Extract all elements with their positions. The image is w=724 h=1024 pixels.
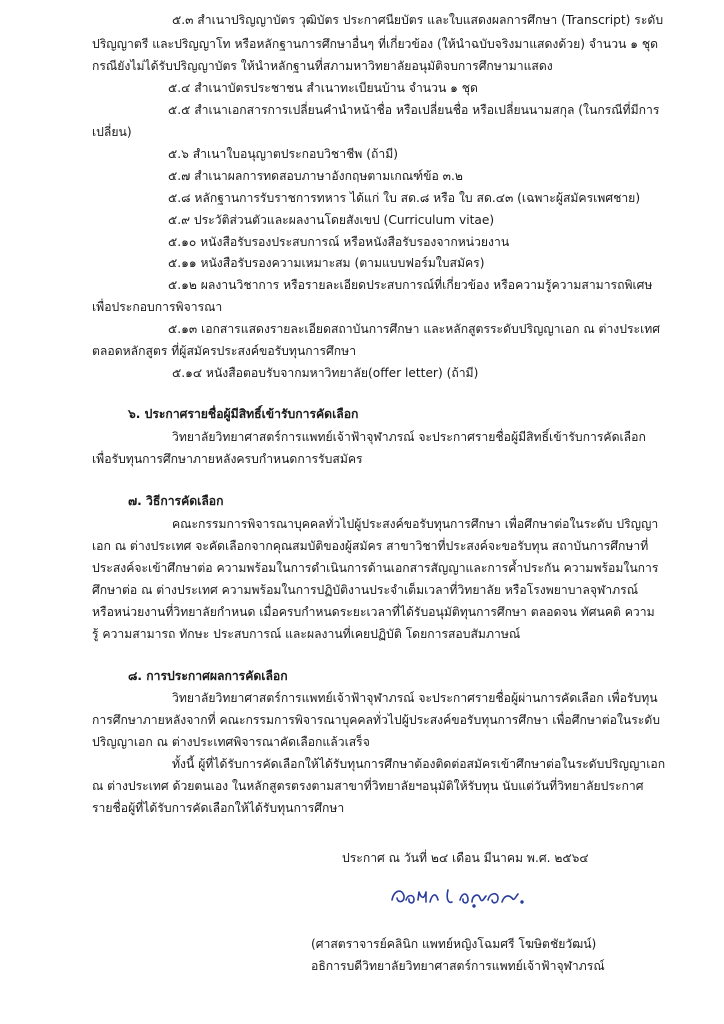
section-8-line6: รายชื่อผู้ที่ได้รับการคัดเลือกให้ได้รับทุนการศึกษา: [92, 801, 345, 815]
section-7-heading: ๗. วิธีการคัดเลือก: [128, 494, 224, 508]
section-7-line1: คณะกรรมการพิจารณาบุคคลทั่วไปผู้ประสงค์ขอรับทุนการศึกษา เพื่อศึกษาต่อในระดับ ปริญญา: [172, 517, 659, 531]
announcement-date: ประกาศ ณ วันที่ ๒๔ เดือน มีนาคม พ.ศ. ๒๕๖๔: [342, 851, 589, 865]
item-5-13-line2: ตลอดหลักสูตร ที่ผู้สมัครประสงค์ขอรับทุนการศึกษา: [92, 344, 357, 358]
item-5-10: ๕.๑๐ หนังสือรับรองประสบการณ์ หรือหนังสือรับรองจากหน่วยงาน: [168, 235, 510, 249]
handwritten-signature: [388, 878, 538, 912]
section-6-heading: ๖. ประกาศรายชื่อผู้มีสิทธิ์เข้ารับการคัดเลือก: [128, 407, 359, 421]
section-8-line5: ณ ต่างประเทศ ด้วยตนเอง ในหลักสูตรตรงตามสาขาที่วิทยาลัยฯอนุมัติให้รับทุน นับแต่วันที่วิทยาลัยประกาศ: [92, 779, 644, 793]
item-5-3-line2: ปริญญาตรี และปริญญาโท หรือหลักฐานการศึกษาอื่นๆ ที่เกี่ยวข้อง (ให้นำฉบับจริงมาแสดงด้วย) จำนวน ๑ ชุด: [92, 37, 659, 51]
item-5-14: ๕.๑๔ หนังสือตอบรับจากมหาวิทยาลัย(offer letter) (ถ้ามี): [172, 366, 479, 380]
item-5-8: ๕.๘ หลักฐานการรับราชการทหาร ได้แก่ ใบ สด.๘ หรือ ใบ สด.๔๓ (เฉพาะผู้สมัครเพศชาย): [168, 191, 641, 205]
section-6-line2: เพื่อรับทุนการศึกษาภายหลังครบกำหนดการรับสมัคร: [92, 452, 363, 466]
signatory-name: (ศาสตราจารย์คลินิก แพทย์หญิงโฉมศรี โฆษิตชัยวัฒน์): [311, 937, 597, 951]
section-7-line6: รู้ ความสามารถ ทักษะ ประสบการณ์ และผลงานที่เคยปฏิบัติ โดยการสอบสัมภาษณ์: [92, 627, 521, 641]
item-5-5-line1: ๕.๕ สำเนาเอกสารการเปลี่ยนคำนำหน้าชื่อ หรือเปลี่ยนชื่อ หรือเปลี่ยนนามสกุล (ในกรณีที่มีการ: [168, 103, 660, 117]
section-7-line3: ประสงค์จะเข้าศึกษาต่อ ความพร้อมในการดำเนินการด้านเอกสารสัญญาและการค้ำประกัน ความพร้อมในการ: [92, 561, 659, 575]
item-5-12-line2: เพื่อประกอบการพิจารณา: [92, 300, 223, 314]
item-5-13-line1: ๕.๑๓ เอกสารแสดงรายละเอียดสถาบันการศึกษา และหลักสูตรระดับปริญญาเอก ณ ต่างประเทศ: [168, 322, 661, 336]
item-5-6: ๕.๖ สำเนาใบอนุญาตประกอบวิชาชีพ (ถ้ามี): [168, 147, 398, 161]
section-7-line2: เอก ณ ต่างประเทศ จะคัดเลือกจากคุณสมบัติของผู้สมัคร สาขาวิชาที่ประสงค์จะขอรับทุน สถาบันการศึกษาที่: [92, 539, 649, 553]
section-7-line4: ศึกษาต่อ ณ ต่างประเทศ ความพร้อมในการปฏิบัติงานประจำเต็มเวลาที่วิทยาลัย หรือโรงพยาบาลจุฬาภรณ์: [92, 583, 639, 597]
item-5-11: ๕.๑๑ หนังสือรับรองความเหมาะสม (ตามแบบฟอร์มใบสมัคร): [168, 256, 485, 270]
section-8-line1: วิทยาลัยวิทยาศาสตร์การแพทย์เจ้าฟ้าจุฬาภรณ์ จะประกาศรายชื่อผู้ผ่านการคัดเลือก เพื่อรับทุน: [172, 691, 658, 705]
item-5-5-line2: เปลี่ยน): [92, 125, 132, 139]
section-6-line1: วิทยาลัยวิทยาศาสตร์การแพทย์เจ้าฟ้าจุฬาภรณ์ จะประกาศรายชื่อผู้มีสิทธิ์เข้ารับการคัดเลือก: [172, 430, 646, 444]
item-5-9: ๕.๙ ประวัติส่วนตัวและผลงานโดยสังเขป (Curriculum vitae): [168, 213, 495, 227]
section-8-heading: ๘. การประกาศผลการคัดเลือก: [128, 669, 288, 683]
item-5-3-line1: ๕.๓ สำเนาปริญญาบัตร วุฒิบัตร ประกาศนียบัตร และใบแสดงผลการศึกษา (Transcript) ระดับ: [172, 13, 664, 27]
item-5-7: ๕.๗ สำเนาผลการทดสอบภาษาอังกฤษตามเกณฑ์ข้อ ๓.๒: [168, 169, 463, 183]
item-5-3-line3: กรณียังไม่ได้รับปริญญาบัตร ให้นำหลักฐานที่สภามหาวิทยาลัยอนุมัติจบการศึกษามาแสดง: [92, 59, 553, 73]
section-8-line4: ทั้งนี้ ผู้ที่ได้รับการคัดเลือกให้ได้รับทุนการศึกษาต้องติดต่อสมัครเข้าศึกษาต่อในระดับปริญญาเอก: [172, 757, 666, 771]
section-8-line2: การศึกษาภายหลังจากที่ คณะกรรมการพิจารณาบุคคลทั่วไปผู้ประสงค์ขอรับทุนการศึกษา เพื่อศึกษาต่อในระดับ: [92, 713, 660, 727]
item-5-4: ๕.๔ สำเนาบัตรประชาชน สำเนาทะเบียนบ้าน จำนวน ๑ ชุด: [168, 81, 478, 95]
section-7-line5: หรือหน่วยงานที่วิทยาลัยกำหนด เมื่อครบกำหนดระยะเวลาที่ได้รับอนุมัติทุนการศึกษา ตลอดจน ทัศนคติ ความ: [92, 605, 655, 619]
signatory-position: อธิการบดีวิทยาลัยวิทยาศาสตร์การแพทย์เจ้าฟ้าจุฬาภรณ์: [311, 959, 605, 973]
section-8-line3: ปริญญาเอก ณ ต่างประเทศพิจารณาคัดเลือกแล้วเสร็จ: [92, 735, 370, 749]
item-5-12-line1: ๕.๑๒ ผลงานวิชาการ หรือรายละเอียดประสบการณ์ที่เกี่ยวข้อง หรือความรู้ความสามารถพิเศษ: [168, 278, 653, 292]
